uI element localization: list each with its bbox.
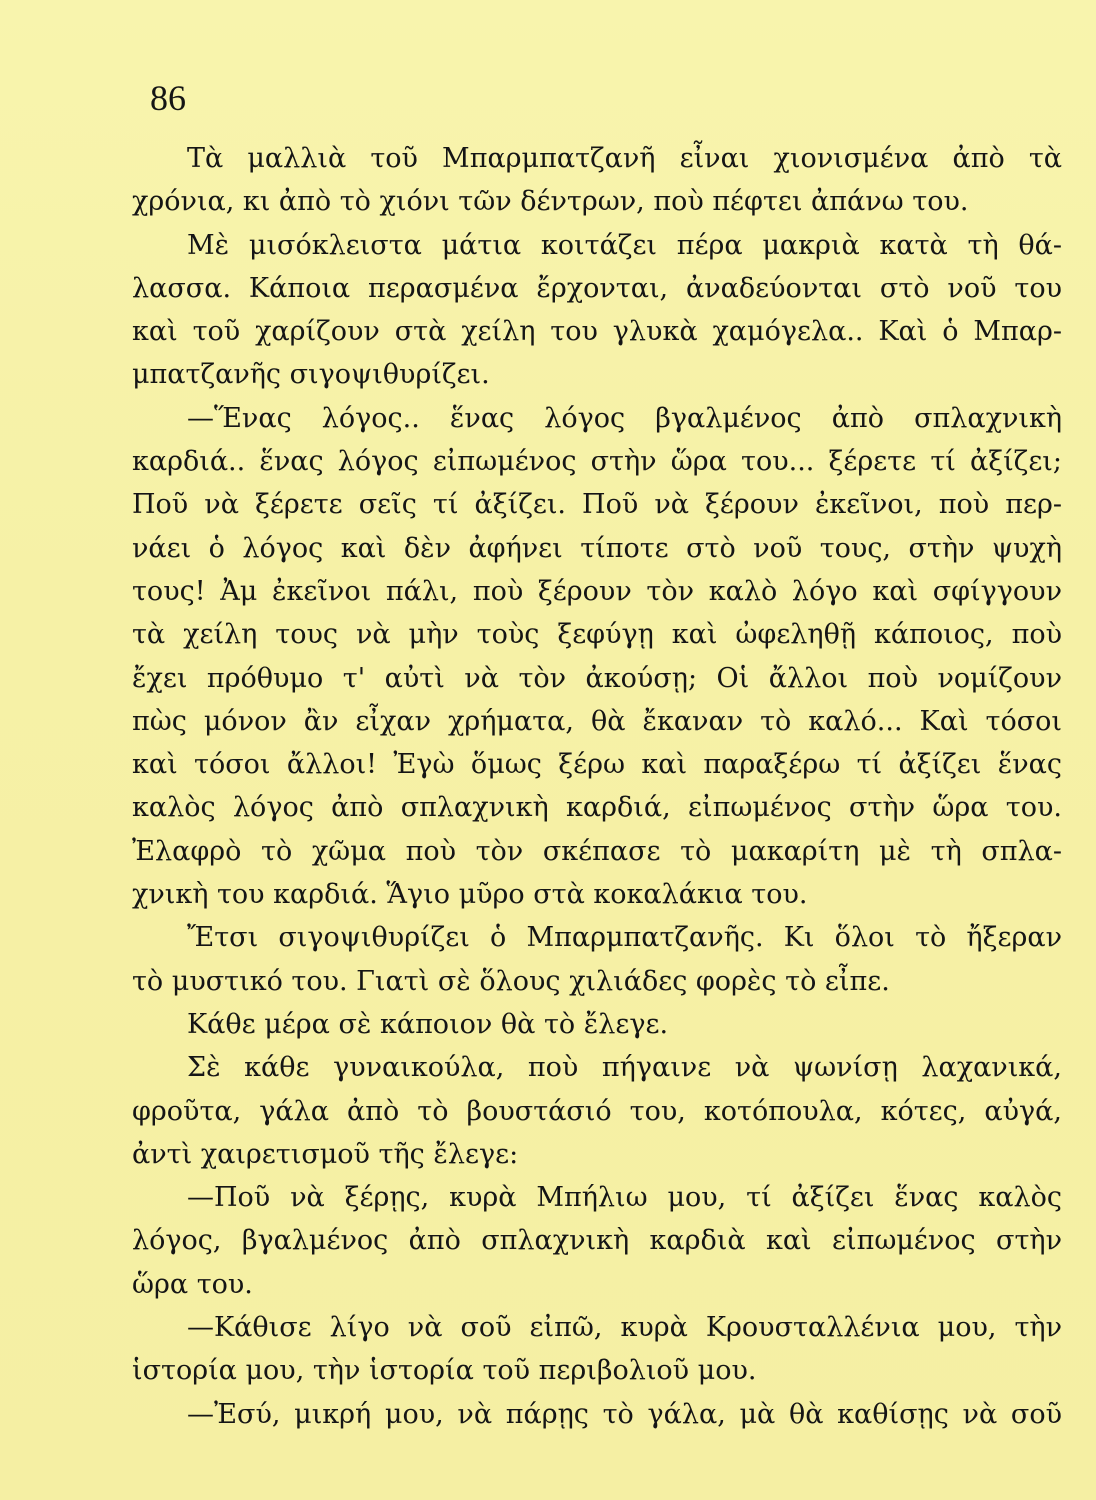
- text-line: τὸ μυστικό του. Γιατὶ σὲ ὅλους χιλιάδες φορὲς τὸ εἶπε.: [132, 965, 890, 997]
- text-line: Σὲ κάθε γυναικούλα, ποὺ πήγαινε νὰ ψωνίσῃ λαχανικά,: [187, 1052, 1062, 1084]
- text-line: τὰ χείλη τους νὰ μὴν τοὺς ξεφύγῃ καὶ ὠφεληθῇ κάποιος, ποὺ: [132, 619, 1062, 651]
- text-line: ὥρα του.: [132, 1268, 253, 1300]
- text-line: τους! Ἀμ ἐκεῖνοι πάλι, ποὺ ξέρουν τὸν καλὸ λόγο καὶ σφίγγουν: [132, 575, 1062, 607]
- text-line: Τὰ μαλλιὰ τοῦ Μπαρμπατζανῆ εἶναι χιονισμένα ἀπὸ τὰ: [187, 143, 1062, 174]
- text-line: Κάθε μέρα σὲ κάποιον θὰ τὸ ἔλεγε.: [187, 1008, 669, 1040]
- text-line: φροῦτα, γάλα ἀπὸ τὸ βουστάσιό του, κοτόπουλα, κότες, αὐγά,: [132, 1095, 1062, 1127]
- text-line: λόγος, βγαλμένος ἀπὸ σπλαχνικὴ καρδιὰ καὶ εἰπωμένος στὴν: [132, 1225, 1062, 1257]
- page-number: 86: [150, 78, 186, 118]
- text-line: Ἐλαφρὸ τὸ χῶμα ποὺ τὸν σκέπασε τὸ μακαρίτη μὲ τὴ σπλα-: [132, 835, 1062, 867]
- text-line: Μὲ μισόκλειστα μάτια κοιτάζει πέρα μακριὰ κατὰ τὴ θά-: [187, 229, 1062, 261]
- text-line: καὶ τόσοι ἄλλοι! Ἐγὼ ὅμως ξέρω καὶ παραξέρω τί ἀξίζει ἕνας: [132, 749, 1062, 781]
- text-line: νάει ὁ λόγος καὶ δὲν ἀφήνει τίποτε στὸ νοῦ τους, στὴν ψυχὴ: [132, 532, 1062, 564]
- text-line: καλὸς λόγος ἀπὸ σπλαχνικὴ καρδιά, εἰπωμένος στὴν ὥρα του.: [132, 792, 1062, 824]
- text-line: καρδιά.. ἕνας λόγος εἰπωμένος στὴν ὥρα του... ξέρετε τί ἀξίζει;: [132, 446, 1062, 478]
- text-line: —Ἐσύ, μικρή μου, νὰ πάρῃς τὸ γάλα, μὰ θὰ καθίσῃς νὰ σοῦ: [187, 1398, 1062, 1430]
- text-line: Ποῦ νὰ ξέρετε σεῖς τί ἀξίζει. Ποῦ νὰ ξέρουν ἐκεῖνοι, ποὺ περ-: [132, 489, 1062, 521]
- text-line: —Ποῦ νὰ ξέρῃς, κυρὰ Μπήλιω μου, τί ἀξίζει ἕνας καλὸς: [187, 1182, 1062, 1214]
- text-line: ἔχει πρόθυμο τ' αὐτὶ νὰ τὸν ἀκούσῃ; Οἱ ἄλλοι ποὺ νομίζουν: [132, 662, 1062, 694]
- text-line: πὼς μόνον ἂν εἶχαν χρήματα, θὰ ἔκαναν τὸ καλό... Καὶ τόσοι: [132, 705, 1062, 737]
- text-line: —Ἕνας λόγος.. ἕνας λόγος βγαλμένος ἀπὸ σπλαχνικὴ: [187, 402, 1062, 434]
- text-line: ἱστορία μου, τὴν ἱστορία τοῦ περιβολιοῦ μου.: [132, 1355, 757, 1387]
- text-line: ἀντὶ χαιρετισμοῦ τῆς ἔλεγε:: [132, 1138, 519, 1170]
- text-line: —Κάθισε λίγο νὰ σοῦ εἰπῶ, κυρὰ Κρουσταλλένια μου, τὴν: [187, 1312, 1062, 1344]
- text-line: Ἔτσι σιγοψιθυρίζει ὁ Μπαρμπατζανῆς. Κι ὅλοι τὸ ἤξεραν: [187, 922, 1062, 954]
- text-line: λασσα. Κάποια περασμένα ἔρχονται, ἀναδεύονται στὸ νοῦ του: [132, 272, 1062, 304]
- text-line: χρόνια, κι ἀπὸ τὸ χιόνι τῶν δέντρων, ποὺ πέφτει ἀπάνω του.: [132, 186, 969, 218]
- text-line: καὶ τοῦ χαρίζουν στὰ χείλη του γλυκὰ χαμόγελα.. Καὶ ὁ Μπαρ-: [132, 316, 1062, 348]
- body-text: [132, 137, 1062, 1436]
- text-line: χνικὴ του καρδιά. Ἅγιο μῦρο στὰ κοκαλάκια του.: [132, 879, 808, 911]
- text-line: μπατζανῆς σιγοψιθυρίζει.: [132, 359, 490, 391]
